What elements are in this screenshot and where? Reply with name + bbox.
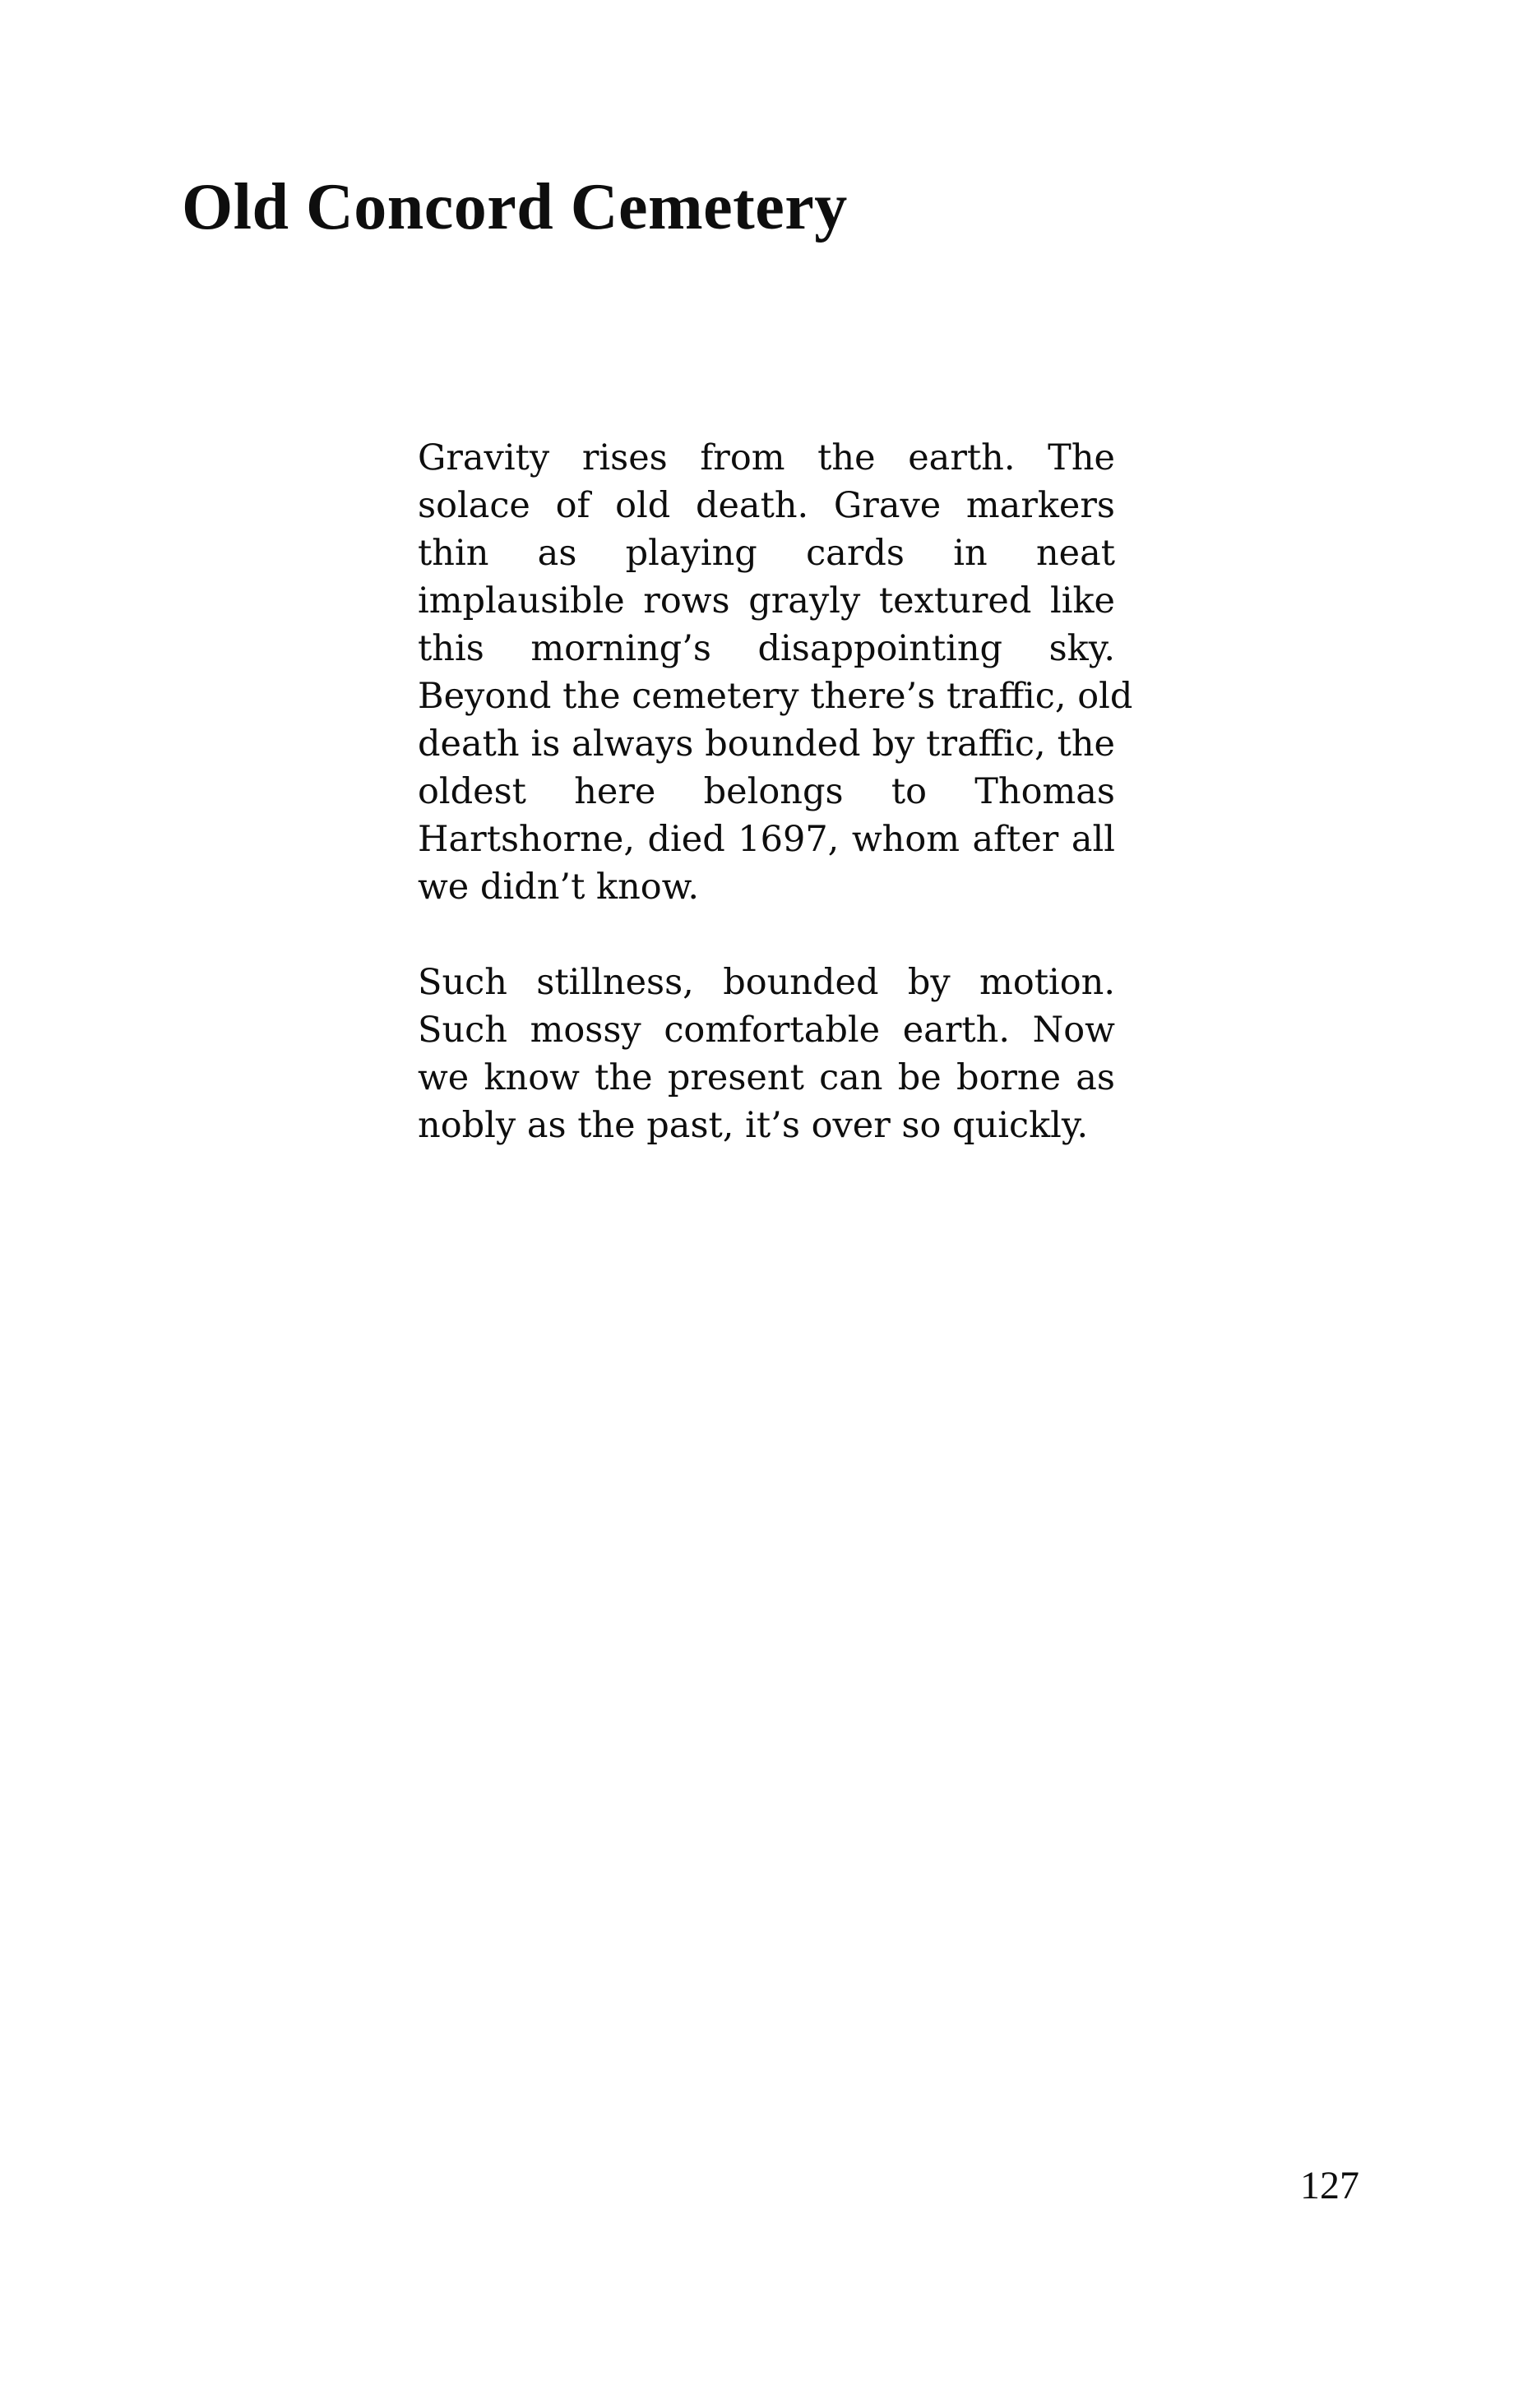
poem-line: death is always bounded by traffic, the (418, 723, 1115, 765)
poem-title: Old Concord Cemetery (182, 171, 848, 243)
poem-line: thin as playing cards in neat (418, 533, 1115, 574)
poem-line: Beyond the cemetery there’s traffic, old (418, 676, 1133, 717)
poem-line: we know the present can be borne as (418, 1057, 1115, 1098)
stanza-1 (418, 434, 1133, 911)
stanza-2 (418, 959, 1115, 1149)
poem-line: this morning’s disappointing sky. (418, 628, 1115, 669)
poem-line: Gravity rises from the earth. The (418, 437, 1115, 478)
poem-line: implausible rows grayly textured like (418, 580, 1115, 622)
poem-line: oldest here belongs to Thomas (418, 771, 1115, 812)
poem-body (418, 434, 1133, 1149)
page-number: 127 (1300, 2164, 1359, 2207)
poem-line: Such stillness, bounded by motion. (418, 962, 1115, 1003)
poem-line: we didn’t know. (418, 867, 700, 908)
poem-line: Such mossy comfortable earth. Now (418, 1010, 1115, 1051)
poem-line: nobly as the past, it’s over so quickly. (418, 1105, 1089, 1146)
poem-line: Hartshorne, died 1697, whom after all (418, 819, 1115, 860)
poem-line: solace of old death. Grave markers (418, 485, 1115, 526)
